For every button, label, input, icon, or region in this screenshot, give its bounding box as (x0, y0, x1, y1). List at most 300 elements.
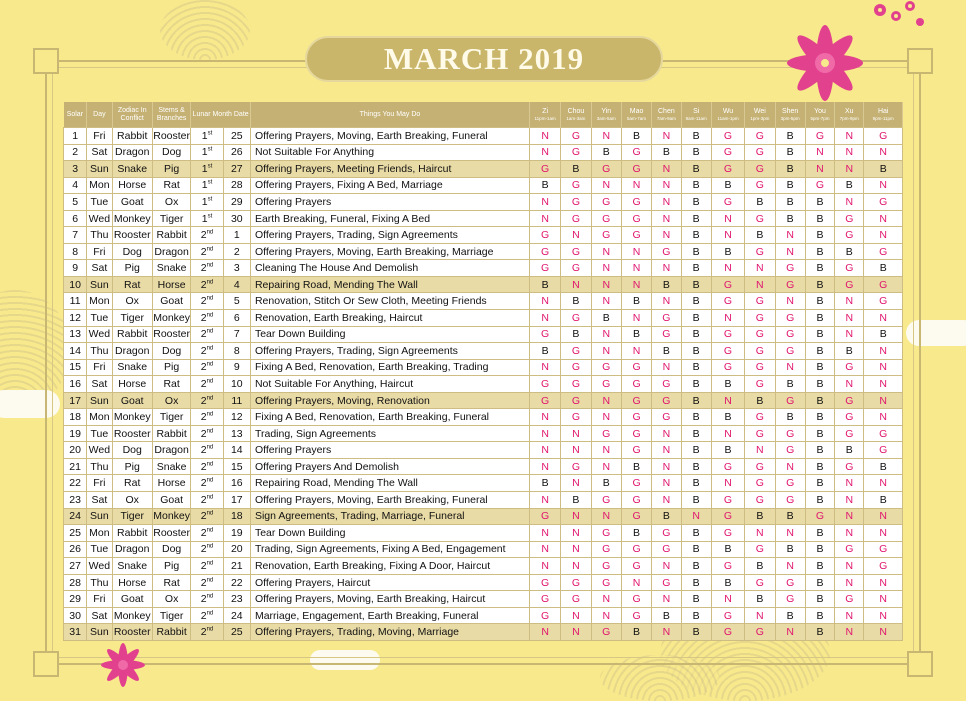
cell-lunar-date: 10 (223, 376, 250, 393)
cell-hour-xu: G (835, 227, 864, 244)
cell-hour-chen: B (652, 144, 681, 161)
cell-hour-wu: G (711, 492, 744, 509)
cell-solar: 3 (64, 161, 87, 178)
cell-hour-chen: N (652, 128, 681, 145)
cell-day: Mon (87, 409, 112, 426)
table-row (64, 359, 903, 376)
lunar-month-suffix: nd (206, 477, 214, 484)
cell-solar: 5 (64, 194, 87, 211)
cell-hour-xu: G (835, 392, 864, 409)
cell-stems: Dragon (152, 442, 190, 459)
cell-hour-wei: G (745, 293, 775, 310)
cell-things: Offering Prayers, Moving, Earth Breaking, Marriage (250, 243, 529, 260)
cell-hour-chou: N (561, 276, 591, 293)
header-hour-wu (711, 102, 744, 128)
cell-solar: 24 (64, 508, 87, 525)
cell-hour-mao: B (621, 293, 651, 310)
cell-hour-chou: G (561, 591, 591, 608)
table-row (64, 194, 903, 211)
cell-hour-hai: N (864, 376, 903, 393)
cell-hour-hai: N (864, 508, 903, 525)
cell-hour-you: B (805, 458, 834, 475)
cell-hour-mao: G (621, 591, 651, 608)
cell-hour-zi: B (529, 475, 560, 492)
cell-hour-chou: G (561, 128, 591, 145)
cell-hour-si: B (681, 525, 711, 542)
lunar-month-suffix: nd (206, 361, 214, 368)
cell-hour-si: B (681, 210, 711, 227)
cell-hour-hai: G (864, 293, 903, 310)
cell-things: Earth Breaking, Funeral, Fixing A Bed (250, 210, 529, 227)
cell-things: Cleaning The House And Demolish (250, 260, 529, 277)
cell-hour-zi: B (529, 276, 560, 293)
cell-day: Mon (87, 293, 112, 310)
frame-corner-tl (33, 48, 59, 74)
cell-hour-yin: G (591, 227, 621, 244)
cell-hour-hai: N (864, 574, 903, 591)
cell-hour-yin: N (591, 128, 621, 145)
cell-things: Repairing Road, Mending The Wall (250, 475, 529, 492)
lunar-month-suffix: nd (206, 395, 214, 402)
lunar-month-suffix: st (207, 196, 213, 203)
cell-zodiac: Snake (112, 161, 152, 178)
cell-lunar-date: 25 (223, 128, 250, 145)
cell-hour-chen: N (652, 425, 681, 442)
cell-lunar-month (191, 276, 223, 293)
cell-hour-wu: G (711, 161, 744, 178)
cell-lunar-month (191, 624, 223, 641)
header-solar: Solar (64, 102, 87, 128)
cell-hour-xu: G (835, 541, 864, 558)
cell-hour-wu: G (711, 607, 744, 624)
cell-hour-you: G (805, 177, 834, 194)
cell-zodiac: Dragon (112, 541, 152, 558)
cell-hour-wei: G (745, 624, 775, 641)
cell-hour-shen: N (775, 525, 805, 542)
cell-lunar-date: 22 (223, 574, 250, 591)
cell-hour-xu: N (835, 607, 864, 624)
cell-stems: Dog (152, 144, 190, 161)
cell-day: Tue (87, 194, 112, 211)
cell-hour-shen: N (775, 243, 805, 260)
cell-hour-chou: N (561, 624, 591, 641)
cell-hour-yin: G (591, 541, 621, 558)
lunar-month-number: 2 (200, 295, 207, 308)
header-zodiac: Zodiac In Conflict (112, 102, 152, 128)
cell-lunar-month (191, 210, 223, 227)
cell-lunar-month (191, 475, 223, 492)
cell-hour-shen: B (775, 376, 805, 393)
cell-hour-chou: G (561, 194, 591, 211)
header-hour-zi (529, 102, 560, 128)
cell-lunar-month (191, 194, 223, 211)
cell-hour-yin: N (591, 458, 621, 475)
cell-hour-hai: N (864, 392, 903, 409)
cell-lunar-date: 27 (223, 161, 250, 178)
cell-hour-xu: N (835, 574, 864, 591)
cell-day: Mon (87, 177, 112, 194)
cell-hour-si: B (681, 624, 711, 641)
header-lunar: Lunar Month Date (191, 102, 251, 128)
lunar-month-suffix: nd (206, 626, 214, 633)
cell-lunar-date: 4 (223, 276, 250, 293)
cell-hour-shen: G (775, 591, 805, 608)
cell-lunar-month (191, 574, 223, 591)
cell-hour-shen: B (775, 541, 805, 558)
cell-solar: 20 (64, 442, 87, 459)
cell-things: Not Suitable For Anything (250, 144, 529, 161)
cell-hour-yin: G (591, 359, 621, 376)
cell-hour-si: B (681, 128, 711, 145)
cell-things: Offering Prayers, Haircut (250, 574, 529, 591)
cell-hour-chen: B (652, 607, 681, 624)
cell-hour-zi: G (529, 574, 560, 591)
cell-zodiac: Pig (112, 260, 152, 277)
cell-hour-chou: N (561, 475, 591, 492)
cell-stems: Tiger (152, 409, 190, 426)
cell-hour-you: B (805, 591, 834, 608)
cell-hour-chen: B (652, 508, 681, 525)
lunar-month-number: 2 (200, 543, 207, 556)
cell-lunar-date: 23 (223, 591, 250, 608)
cell-day: Sat (87, 492, 112, 509)
cell-solar: 31 (64, 624, 87, 641)
cell-hour-yin: N (591, 177, 621, 194)
cell-hour-wei: B (745, 392, 775, 409)
lunar-month-suffix: nd (206, 345, 214, 352)
table-row (64, 227, 903, 244)
cell-hour-xu: B (835, 177, 864, 194)
cell-hour-you: B (805, 409, 834, 426)
cell-hour-zi: G (529, 243, 560, 260)
cell-hour-mao: G (621, 392, 651, 409)
table-row (64, 624, 903, 641)
lunar-month-suffix: nd (206, 411, 214, 418)
cell-stems: Rat (152, 177, 190, 194)
cell-things: Tear Down Building (250, 326, 529, 343)
cell-hour-wu: N (711, 260, 744, 277)
cell-hour-chou: G (561, 243, 591, 260)
cell-things: Offering Prayers, Meeting Friends, Haircut (250, 161, 529, 178)
cell-hour-zi: N (529, 442, 560, 459)
cell-hour-zi: N (529, 624, 560, 641)
header-day: Day (87, 102, 112, 128)
cell-things: Renovation, Earth Breaking, Fixing A Door, Haircut (250, 558, 529, 575)
cell-hour-chou: G (561, 376, 591, 393)
cell-hour-wu: N (711, 310, 744, 327)
cell-stems: Dragon (152, 243, 190, 260)
cell-hour-zi: N (529, 458, 560, 475)
cell-solar: 6 (64, 210, 87, 227)
cell-hour-you: B (805, 492, 834, 509)
table-row (64, 492, 903, 509)
cell-hour-xu: N (835, 161, 864, 178)
table-row (64, 293, 903, 310)
cell-hour-wei: N (745, 442, 775, 459)
lunar-month-number: 2 (200, 477, 207, 490)
table-row (64, 243, 903, 260)
cell-hour-chen: N (652, 293, 681, 310)
cell-hour-chou: N (561, 425, 591, 442)
cell-lunar-date: 26 (223, 144, 250, 161)
cell-zodiac: Goat (112, 392, 152, 409)
cell-hour-chen: N (652, 458, 681, 475)
cell-zodiac: Dog (112, 442, 152, 459)
cell-hour-hai: G (864, 442, 903, 459)
cell-hour-wu: G (711, 359, 744, 376)
lunar-month-number: 2 (200, 427, 207, 440)
cell-zodiac: Rabbit (112, 326, 152, 343)
cell-hour-wu: N (711, 227, 744, 244)
cell-hour-mao: G (621, 359, 651, 376)
table-row (64, 177, 903, 194)
cell-hour-chen: N (652, 227, 681, 244)
hour-name: Mao (629, 107, 644, 115)
cell-solar: 9 (64, 260, 87, 277)
cell-hour-wei: B (745, 194, 775, 211)
cell-hour-you: B (805, 359, 834, 376)
lunar-month-number: 1 (201, 212, 208, 225)
table-row (64, 310, 903, 327)
lunar-month-number: 1 (201, 146, 208, 159)
cell-hour-xu: G (835, 458, 864, 475)
cell-hour-yin: G (591, 425, 621, 442)
cell-hour-xu: B (835, 343, 864, 360)
lunar-month-suffix: nd (206, 444, 214, 451)
cell-hour-yin: N (591, 392, 621, 409)
cell-hour-chou: B (561, 492, 591, 509)
wave-pattern-top-left (160, 0, 250, 60)
cell-hour-hai: N (864, 227, 903, 244)
hour-range: 1pm-3pm (750, 115, 770, 121)
cell-stems: Dog (152, 343, 190, 360)
cell-hour-zi: B (529, 343, 560, 360)
cell-hour-si: B (681, 442, 711, 459)
cell-hour-hai: N (864, 525, 903, 542)
cell-hour-wei: G (745, 541, 775, 558)
cell-hour-you: N (805, 144, 834, 161)
cell-zodiac: Snake (112, 558, 152, 575)
cell-stems: Rooster (152, 128, 190, 145)
cell-solar: 30 (64, 607, 87, 624)
cell-hour-hai: B (864, 492, 903, 509)
cell-hour-shen: G (775, 310, 805, 327)
cell-hour-wei: G (745, 161, 775, 178)
cell-hour-shen: B (775, 409, 805, 426)
header-hour-wei (745, 102, 775, 128)
cell-solar: 26 (64, 541, 87, 558)
cell-hour-mao: G (621, 425, 651, 442)
cell-hour-xu: B (835, 442, 864, 459)
cell-hour-mao: N (621, 260, 651, 277)
cell-stems: Horse (152, 475, 190, 492)
cell-stems: Goat (152, 293, 190, 310)
cell-hour-you: B (805, 326, 834, 343)
cell-hour-hai: B (864, 161, 903, 178)
cell-hour-you: B (805, 227, 834, 244)
table-row (64, 558, 903, 575)
blossom-icon-top-right (860, 0, 930, 40)
flower-icon-bottom-left (98, 640, 148, 690)
cell-stems: Rabbit (152, 227, 190, 244)
lunar-month-number: 2 (200, 311, 207, 324)
cell-solar: 1 (64, 128, 87, 145)
cell-day: Sat (87, 607, 112, 624)
cell-hour-shen: G (775, 475, 805, 492)
cell-lunar-month (191, 227, 223, 244)
cell-hour-zi: N (529, 541, 560, 558)
cell-day: Fri (87, 591, 112, 608)
cell-lunar-date: 8 (223, 343, 250, 360)
cell-hour-zi: N (529, 128, 560, 145)
cell-hour-hai: B (864, 458, 903, 475)
cell-hour-chou: G (561, 409, 591, 426)
cell-lunar-date: 17 (223, 492, 250, 509)
cell-hour-chou: N (561, 442, 591, 459)
lunar-month-number: 2 (200, 526, 207, 539)
cell-things: Offering Prayers, Fixing A Bed, Marriage (250, 177, 529, 194)
cell-hour-shen: N (775, 227, 805, 244)
cell-hour-you: B (805, 310, 834, 327)
cell-hour-you: B (805, 194, 834, 211)
cell-hour-xu: N (835, 293, 864, 310)
cell-hour-yin: B (591, 310, 621, 327)
cell-hour-hai: G (864, 194, 903, 211)
cell-hour-wu: B (711, 409, 744, 426)
lunar-month-suffix: nd (206, 262, 214, 269)
cell-things: Sign Agreements, Trading, Marriage, Funeral (250, 508, 529, 525)
cell-zodiac: Dragon (112, 144, 152, 161)
cell-hour-wu: G (711, 525, 744, 542)
cell-hour-shen: G (775, 442, 805, 459)
cell-hour-wu: G (711, 508, 744, 525)
lunar-month-suffix: nd (206, 312, 214, 319)
lunar-month-number: 2 (200, 460, 207, 473)
cell-hour-si: B (681, 558, 711, 575)
cell-hour-shen: G (775, 492, 805, 509)
cell-hour-si: B (681, 359, 711, 376)
cell-lunar-month (191, 161, 223, 178)
cell-hour-xu: N (835, 492, 864, 509)
cell-stems: Snake (152, 260, 190, 277)
cell-hour-si: B (681, 177, 711, 194)
cell-stems: Ox (152, 591, 190, 608)
cell-stems: Tiger (152, 607, 190, 624)
cell-hour-xu: N (835, 194, 864, 211)
cell-hour-yin: N (591, 243, 621, 260)
cell-lunar-date: 2 (223, 243, 250, 260)
cell-hour-si: B (681, 607, 711, 624)
lunar-month-number: 2 (200, 593, 207, 606)
cell-hour-wei: G (745, 376, 775, 393)
cell-zodiac: Ox (112, 293, 152, 310)
cell-lunar-date: 21 (223, 558, 250, 575)
cell-hour-si: B (681, 591, 711, 608)
cell-zodiac: Dog (112, 243, 152, 260)
cell-hour-chou: N (561, 508, 591, 525)
cell-lunar-date: 19 (223, 525, 250, 542)
table-row (64, 574, 903, 591)
cell-hour-xu: N (835, 558, 864, 575)
cell-hour-hai: N (864, 359, 903, 376)
cell-hour-you: B (805, 558, 834, 575)
cell-hour-mao: B (621, 624, 651, 641)
cell-hour-you: G (805, 128, 834, 145)
cell-hour-chen: G (652, 574, 681, 591)
lunar-month-suffix: nd (206, 295, 214, 302)
cell-zodiac: Horse (112, 177, 152, 194)
cell-lunar-month (191, 144, 223, 161)
cell-stems: Goat (152, 492, 190, 509)
cell-day: Thu (87, 343, 112, 360)
cell-hour-zi: G (529, 227, 560, 244)
lunar-month-suffix: nd (206, 593, 214, 600)
cell-zodiac: Monkey (112, 607, 152, 624)
cell-hour-yin: G (591, 376, 621, 393)
cell-hour-yin: B (591, 475, 621, 492)
cell-hour-chen: G (652, 376, 681, 393)
hour-range: 11am-1pm (717, 115, 739, 121)
lunar-month-number: 2 (200, 361, 207, 374)
hour-name: You (814, 107, 826, 115)
cell-hour-si: B (681, 276, 711, 293)
cell-hour-zi: G (529, 260, 560, 277)
cell-lunar-date: 20 (223, 541, 250, 558)
cell-hour-shen: G (775, 343, 805, 360)
cell-day: Wed (87, 442, 112, 459)
cell-zodiac: Monkey (112, 210, 152, 227)
cell-things: Repairing Road, Mending The Wall (250, 276, 529, 293)
hour-name: Chen (658, 107, 675, 115)
cell-hour-zi: N (529, 359, 560, 376)
cell-hour-si: B (681, 492, 711, 509)
cell-hour-chen: N (652, 591, 681, 608)
cell-lunar-date: 29 (223, 194, 250, 211)
lunar-month-suffix: st (207, 130, 213, 137)
cell-hour-si: B (681, 343, 711, 360)
table-row (64, 326, 903, 343)
cell-hour-wei: G (745, 144, 775, 161)
cell-hour-yin: G (591, 161, 621, 178)
cell-day: Wed (87, 558, 112, 575)
hour-name: Xu (845, 107, 854, 115)
cell-hour-wei: B (745, 227, 775, 244)
cell-lunar-month (191, 343, 223, 360)
hour-range: 9pm-11pm (872, 115, 894, 121)
cell-hour-shen: B (775, 508, 805, 525)
table-row (64, 475, 903, 492)
table-row (64, 442, 903, 459)
table-row (64, 128, 903, 145)
lunar-month-number: 2 (200, 576, 207, 589)
cell-hour-chou: N (561, 541, 591, 558)
cell-zodiac: Dragon (112, 343, 152, 360)
cell-day: Fri (87, 475, 112, 492)
header-row (64, 102, 903, 128)
hour-range: 5pm-7pm (810, 115, 830, 121)
cell-hour-you: B (805, 425, 834, 442)
cell-hour-chou: G (561, 392, 591, 409)
cell-hour-wu: G (711, 326, 744, 343)
cell-things: Offering Prayers, Moving, Earth Breaking, Haircut (250, 591, 529, 608)
cell-hour-wei: B (745, 508, 775, 525)
cell-lunar-date: 12 (223, 409, 250, 426)
cell-hour-xu: G (835, 591, 864, 608)
cell-hour-yin: N (591, 293, 621, 310)
cell-hour-wei: G (745, 310, 775, 327)
header-hour-hai (864, 102, 903, 128)
cell-hour-hai: G (864, 276, 903, 293)
